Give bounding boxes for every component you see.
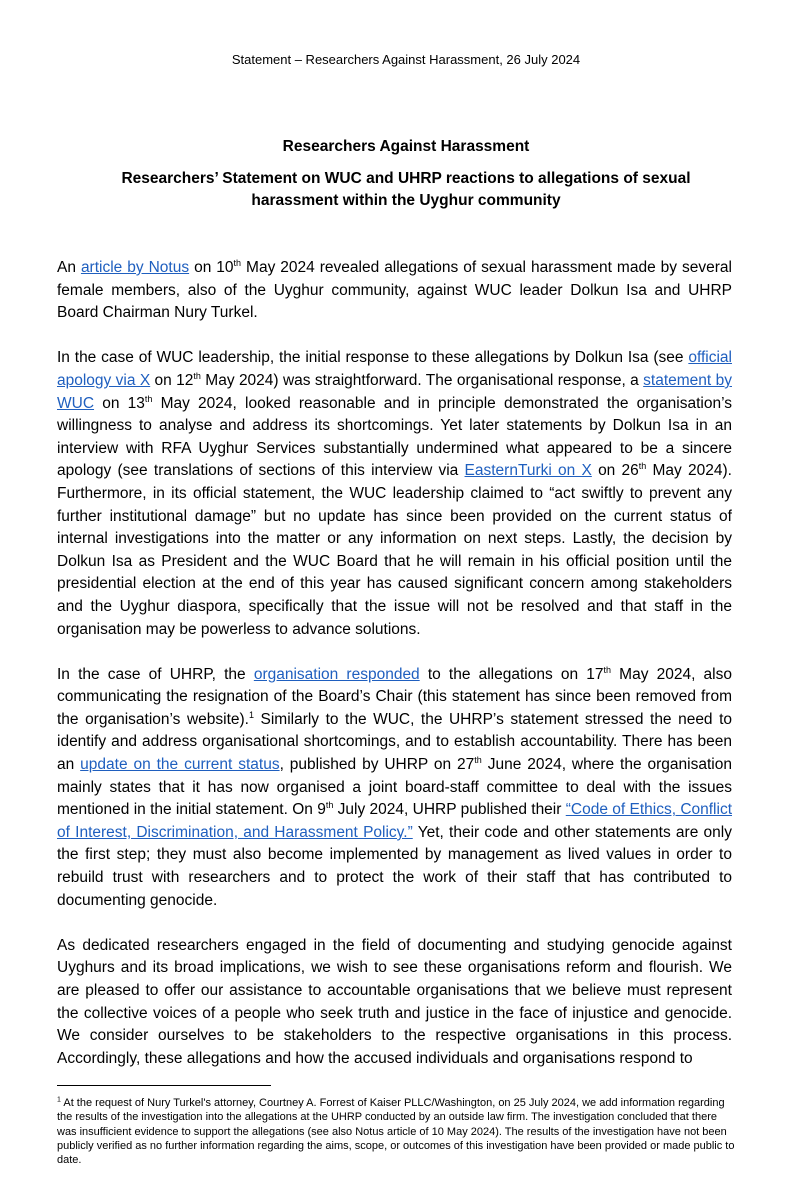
text-run: to the allegations on 17 bbox=[419, 665, 604, 683]
paragraph-uhrp-response bbox=[57, 664, 732, 913]
text-run: on 12 bbox=[150, 371, 194, 389]
text-run: on 10 bbox=[189, 259, 234, 276]
text-run: May 2024, also communicating the resignation of the Board’s Chair (this statement has since been removed from the organisation’s website). bbox=[57, 665, 732, 728]
article-by-notus-link[interactable]: article by Notus bbox=[80, 259, 190, 276]
code-of-ethics-link[interactable]: “Code of Ethics, Conflict of Interest, Discrimination, and Harassment Policy.” bbox=[57, 801, 733, 841]
text-run: An bbox=[57, 259, 81, 276]
paragraph-researchers-commitment bbox=[57, 935, 732, 1071]
footnote-text: At the request of Nury Turkel's attorney, Courtney A. Forrest of Kaiser PLLC/Washington, on 25 July 2024, we add information regarding the results of the investigation into the allegations at the UHRP conducted by an outside law firm. The investigation concluded that there was insufficient evidence to support the allegations (see also Notus article of 10 May 2024). The results of the investigation have not been publicly verified as no further information regarding the aims, scope, or outcomes of this investigation have been provided or made public to date. bbox=[57, 1097, 735, 1167]
paragraph-notus-article bbox=[57, 257, 732, 325]
text-run: July 2024, UHRP published their bbox=[333, 801, 566, 819]
text-run: May 2024) was straightforward. The organisational response, a bbox=[200, 371, 644, 389]
text-run: In the case of UHRP, the bbox=[57, 665, 254, 683]
text-run: May 2024, looked reasonable and in principle demonstrated the organisation’s willingness to analyse and address its shortcomings. Yet later statements by Dolkun Isa in an interview with RFA Uyghur Services substantially undermined what appeared to be a sincere apology (see translations of sections of this interview via bbox=[57, 394, 732, 480]
ordinal-superscript: th bbox=[603, 664, 612, 675]
text-run: on 26 bbox=[591, 462, 639, 480]
text-run: May 2024). Furthermore, in its official statement, the WUC leadership claimed to “act swiftly to prevent any further institutional damage” but no update has since been provided on the current status of internal investigations into the matter or any information on next steps. Lastly, the decision by Dolkun Isa as President and the WUC Board that he will remain in his official position until the presidential election at the end of this year has caused significant concern among stakeholders and the Uyghur diaspora, specifically that the issue will not be resolved and that staff in the organisation may be powerless to advance solutions. bbox=[57, 462, 732, 638]
footnote bbox=[57, 1096, 736, 1167]
update-on-current-status-link[interactable]: update on the current status bbox=[80, 756, 280, 774]
ordinal-superscript: th bbox=[325, 800, 334, 811]
text-run: on 13 bbox=[94, 394, 145, 412]
statement-by-wuc-link[interactable]: statement by WUC bbox=[57, 371, 732, 412]
ordinal-superscript: th bbox=[144, 393, 153, 404]
footnote-reference[interactable]: 1 bbox=[248, 709, 254, 720]
ordinal-superscript: th bbox=[474, 754, 482, 765]
footnote-divider bbox=[57, 1085, 271, 1086]
text-run: In the case of WUC leadership, the initial response to these allegations by Dolkun Isa (see bbox=[57, 349, 689, 367]
document-title: Researchers Against Harassment bbox=[282, 138, 530, 155]
footnote-marker: 1 bbox=[57, 1096, 61, 1104]
ordinal-superscript: th bbox=[193, 370, 201, 381]
organisation-responded-link[interactable]: organisation responded bbox=[253, 665, 420, 683]
text-run: May 2024 revealed allegations of sexual harassment made by several female members, also of the Uyghur community, against WUC leader Dolkun Isa and UHRP Board Chairman Nury Turkel. bbox=[57, 259, 732, 322]
text-run: June 2024, where the organisation mainly states that it has now organised a joint board-staff committee to deal with the issues mentioned in the initial statement. On 9 bbox=[57, 756, 732, 819]
ordinal-superscript: th bbox=[233, 257, 242, 268]
paragraph-wuc-response bbox=[57, 347, 732, 641]
official-apology-link[interactable]: official apology via X bbox=[57, 349, 732, 389]
text-run: As dedicated researchers engaged in the field of documenting and studying genocide against Uyghurs and its broad implications, we wish to see these organisations reform and flourish. We are pleased to offer our assistance to accountable organisations that we believe must represent the collective voices of a people who seek truth and justice in the face of injustice and genocide. We consider ourselves to be stakeholders to the respective organisations in this process. Accordingly, these allegations and how the accused individuals and organisations respond to bbox=[57, 936, 732, 1067]
text-run: Yet, their code and other statements are only the first step; they must also become implemented by management as lived values in order to rebuild trust with researchers and to protect the work of their staff that has contributed to documenting genocide. bbox=[57, 823, 732, 909]
easternturki-link[interactable]: EasternTurki on X bbox=[464, 462, 592, 480]
statement-body bbox=[57, 257, 732, 1093]
document-subtitle: Researchers’ Statement on WUC and UHRP reactions to allegations of sexual harassment within the Uyghur community bbox=[121, 170, 691, 209]
ordinal-superscript: th bbox=[638, 461, 647, 472]
text-run: , published by UHRP on 27 bbox=[279, 756, 475, 774]
text-run: Similarly to the WUC, the UHRP’s statement stressed the need to identify and address organisational shortcomings, and to establish accountability. There has been an bbox=[57, 710, 732, 774]
running-header: Statement – Researchers Against Harassment, 26 July 2024 bbox=[231, 52, 581, 67]
